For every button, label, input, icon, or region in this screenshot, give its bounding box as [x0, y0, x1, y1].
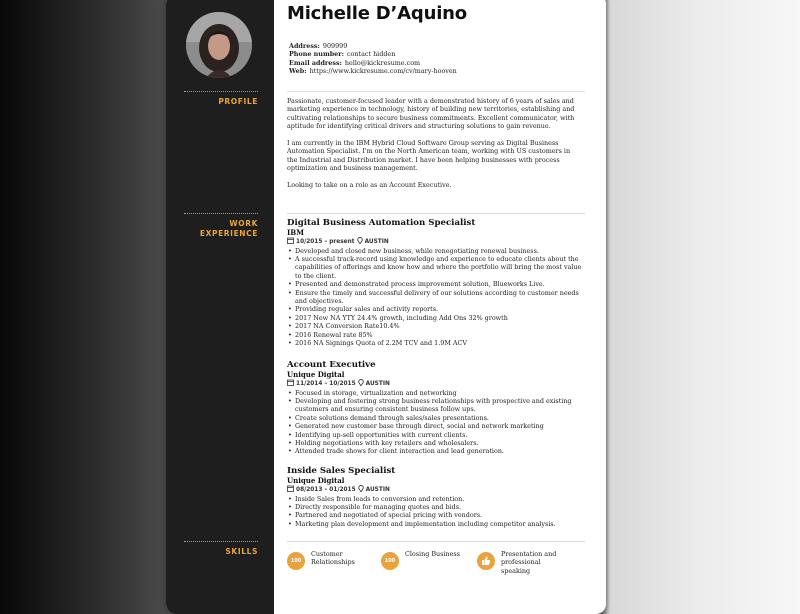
job-meta — [287, 237, 585, 247]
job-company: Unique Digital — [287, 475, 345, 485]
resume-main — [287, 0, 587, 614]
job-title: Account Executive — [287, 360, 376, 370]
skill-name: Customer Relationships — [311, 550, 355, 567]
list-item: • Attended trade shows for client interaction and lead generation. — [287, 447, 585, 455]
calendar-icon — [287, 379, 294, 386]
list-item: • Identifying up-sell opportunities with current clients. — [287, 431, 585, 439]
list-item: • Presented and demonstrated process improvement solution, Blueworks Live. — [287, 280, 585, 288]
list-item: • Holding negotiations with key retailers and wholesalers. — [287, 439, 585, 447]
location-pin-icon — [357, 237, 363, 244]
skills-list — [287, 550, 587, 580]
job-entry — [287, 467, 585, 528]
skill-level-badge: 100 — [381, 552, 399, 570]
job-dates: 08/2013 – 01/2015 — [296, 486, 356, 493]
contact-phone: Phone number: contact hidden — [289, 50, 396, 59]
list-item: • 2017 NA Conversion Rate10.4% — [287, 322, 585, 330]
job-bullets — [287, 389, 585, 456]
section-label-profile: PROFILE — [184, 91, 258, 107]
list-item: • 2017 New NA YTY 24.4% growth, including Add Ons 32% growth — [287, 314, 585, 322]
list-item: • Marketing plan development and implementation including competitor analysis. — [287, 520, 585, 528]
contact-web[interactable]: Web: https://www.kickresume.com/cv/mary-hooven — [289, 67, 457, 76]
list-item: • Developing and fostering strong business relationships with prospective and existing customers and ensuring consistent business follow ups. — [287, 397, 585, 414]
contact-email[interactable]: Email address: hello@kickresume.com — [289, 58, 421, 67]
contact-address: Address: 909999 — [289, 42, 348, 50]
list-item: • Providing regular sales and activity reports. — [287, 305, 585, 313]
job-dates: 10/2015 – present — [296, 238, 355, 245]
section-label-work-line1: WORK — [229, 219, 258, 228]
job-bullets — [287, 247, 585, 348]
resume-page — [166, 0, 606, 614]
list-item: • Generated new customer base through direct, social and network marketing — [287, 422, 585, 430]
profile-paragraph: Looking to take on a role as an Account Executive. — [287, 181, 452, 190]
location-pin-icon — [358, 485, 364, 492]
list-item: • Partnered and negotiated of special pricing with vendors. — [287, 511, 585, 519]
skill-name: Closing Business — [405, 550, 460, 558]
list-item: • Focused in storage, virtualization and networking — [287, 389, 585, 397]
job-title: Inside Sales Specialist — [287, 466, 396, 476]
job-meta — [287, 379, 585, 389]
job-meta — [287, 485, 585, 495]
calendar-icon — [287, 485, 294, 492]
contact-block — [289, 42, 457, 76]
job-title: Digital Business Automation Specialist — [287, 218, 476, 228]
job-location: AUSTIN — [365, 380, 390, 387]
job-company: IBM — [287, 227, 304, 237]
thumbs-up-icon — [477, 552, 495, 570]
divider — [287, 91, 585, 92]
divider — [287, 541, 585, 542]
profile-paragraph: I am currently in the IBM Hybrid Cloud Software Group serving as Digital Business Automation Specialist. I'm on the North American team, working with US customers in the Industrial and Distribution market. I have been helping businesses with process optimization and business management. — [287, 139, 571, 173]
job-bullets — [287, 495, 585, 529]
candidate-name: Michelle D’Aquino — [287, 3, 467, 24]
skill-level-badge: 100 — [287, 552, 305, 570]
job-company: Unique Digital — [287, 369, 345, 379]
profile-paragraph: Passionate, customer-focused leader with a demonstrated history of 6 years of sales and marketing experience in technology, history of building new territories, establishing and cultivating relationships to secure business commitments. Excellent communicator, with aptitude for identifying critical drivers and structuring solutions to gain revenue. — [287, 97, 575, 131]
calendar-icon — [287, 237, 294, 244]
list-item: • Directly responsible for managing quotes and bids. — [287, 503, 585, 511]
list-item: • 2016 Renewal rate 85% — [287, 331, 585, 339]
skill-name: Presentation and professional speaking — [501, 550, 557, 575]
section-label-work-line2: EXPERIENCE — [199, 229, 258, 238]
resume-sidebar — [166, 0, 274, 614]
list-item: • Inside Sales from leads to conversion and retention. — [287, 495, 585, 503]
list-item: • Developed and closed new business, while renegotiating renewal business. — [287, 247, 585, 255]
job-entry — [287, 361, 585, 456]
profile-photo — [186, 12, 252, 78]
job-entry — [287, 219, 585, 347]
section-label-skills: SKILLS — [184, 541, 258, 557]
list-item: • A successful track-record using knowledge and experience to educate clients about the capabilities of offerings and know how and where the portfolio will bring the most value to the client. — [287, 255, 585, 280]
divider — [287, 213, 585, 214]
job-location: AUSTIN — [365, 486, 390, 493]
list-item: • 2016 NA Signings Quota of 2.2M TCV and 1.9M ACV — [287, 339, 585, 347]
list-item: • Ensure the timely and successful delivery of our solutions according to customer needs and objectives. — [287, 289, 585, 306]
list-item: • Create solutions demand through sales/sales presentations. — [287, 414, 585, 422]
section-label-work-experience — [184, 213, 258, 239]
job-dates: 11/2014 – 10/2015 — [296, 380, 356, 387]
profile-summary — [287, 97, 577, 198]
location-pin-icon — [358, 379, 364, 386]
job-location: AUSTIN — [364, 238, 389, 245]
